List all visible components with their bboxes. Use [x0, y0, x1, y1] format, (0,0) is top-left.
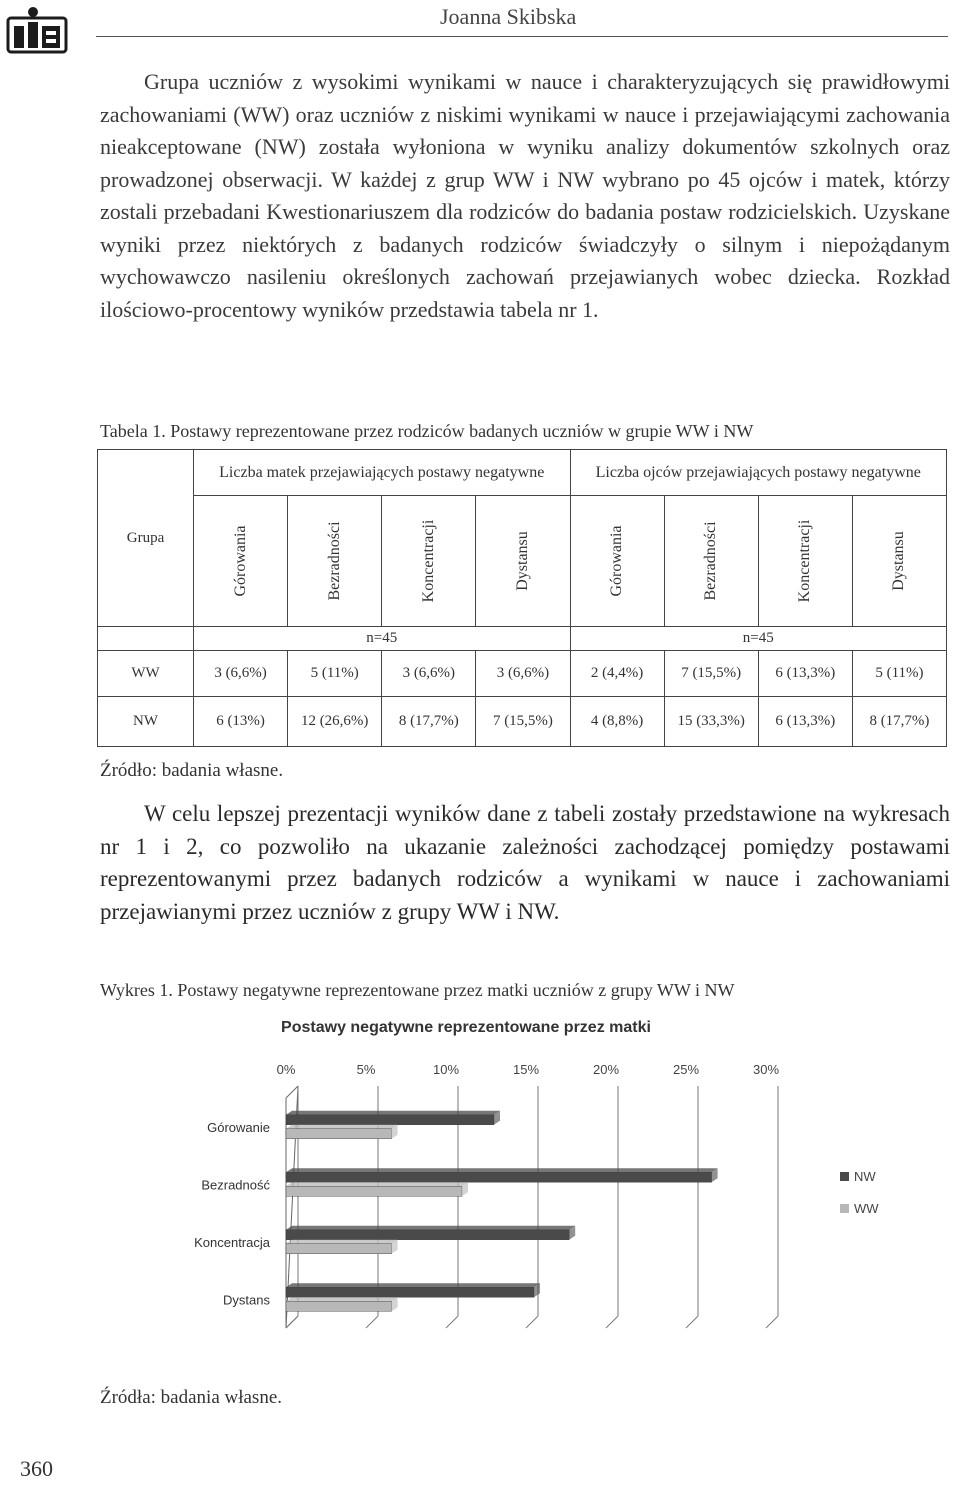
bar-top	[286, 1182, 468, 1186]
attitude-header: Dystansu	[852, 496, 946, 627]
grid-line	[766, 1316, 778, 1328]
bar	[286, 1230, 569, 1240]
results-table	[97, 449, 947, 747]
header-rule	[96, 36, 948, 37]
table-caption: Tabela 1. Postawy reprezentowane przez rodziców badanych uczniów w grupie WW i NW	[100, 421, 754, 441]
chart-caption: Wykres 1. Postawy negatywne reprezentowane przez matki uczniów z grupy WW i NW	[100, 980, 735, 1000]
bar-top	[286, 1226, 575, 1230]
attitude-header: Koncentracji	[758, 496, 852, 627]
x-tick-label: 10%	[432, 1062, 460, 1077]
table-cell: 4 (8,8%)	[570, 697, 664, 747]
x-tick-label: 25%	[672, 1062, 700, 1077]
category-label: Dystans	[223, 1292, 270, 1308]
attitude-header: Bezradności	[664, 496, 758, 627]
chart-source: Źródła: badania własne.	[100, 1387, 283, 1408]
table-cell: 6 (13%)	[194, 697, 288, 747]
bar	[286, 1172, 712, 1182]
body-paragraph-2: W celu lepszej prezentacji wyników dane z tabeli zostały przedstawione na wykresach nr 1 i 2, co pozwoliło na ukazanie zależności zachodzącej pomiędzy postawami reprezentowanymi przez badanych rodziców a wynikami w nauce i zachowaniami przejawianymi przez uczniów z grupy WW i NW.	[100, 801, 950, 924]
attitude-header: Górowania	[570, 496, 664, 627]
table-cell: 6 (13,3%)	[758, 651, 852, 697]
table-cell: 6 (13,3%)	[758, 697, 852, 747]
grid-line	[286, 1316, 298, 1328]
chart-title: Postawy negatywne reprezentowane przez matki	[281, 1019, 651, 1036]
grid-line	[446, 1316, 458, 1328]
bar	[286, 1115, 494, 1125]
chart-axis	[286, 1086, 298, 1098]
page-number: 360	[20, 1456, 53, 1481]
bar-chart	[150, 1008, 930, 1368]
legend-label: WW	[854, 1201, 879, 1216]
bar	[286, 1287, 534, 1297]
x-tick-label: 15%	[512, 1062, 540, 1077]
table-cell: 3 (6,6%)	[476, 651, 570, 697]
attitude-header: Górowania	[194, 496, 288, 627]
group-label: WW	[98, 651, 194, 697]
bar-top	[286, 1297, 398, 1301]
bar	[286, 1244, 392, 1254]
x-tick-label: 0%	[276, 1062, 296, 1077]
legend-swatch	[840, 1204, 849, 1213]
category-label: Górowanie	[207, 1119, 270, 1135]
table-cell: 8 (17,7%)	[382, 697, 476, 747]
table-cell: 15 (33,3%)	[664, 697, 758, 747]
mothers-header: Liczba matek przejawiających postawy negatywne	[194, 450, 571, 496]
category-label: Bezradność	[201, 1177, 270, 1193]
table-source: Źródło: badania własne.	[100, 760, 284, 781]
table-cell: 8 (17,7%)	[852, 697, 946, 747]
table-cell: 7 (15,5%)	[664, 651, 758, 697]
category-label: Koncentracja	[194, 1234, 270, 1250]
x-tick-label: 20%	[592, 1062, 620, 1077]
grid-line	[366, 1316, 378, 1328]
grid-line	[526, 1316, 538, 1328]
sample-size-fathers: n=45	[570, 627, 947, 651]
bar-top	[286, 1168, 718, 1172]
group-label: NW	[98, 697, 194, 747]
attitude-header: Dystansu	[476, 496, 570, 627]
grid-line	[606, 1316, 618, 1328]
bar-top	[286, 1111, 500, 1115]
bar	[286, 1301, 392, 1311]
publisher-logo	[6, 4, 68, 56]
table-cell: 5 (11%)	[288, 651, 382, 697]
group-header: Grupa	[98, 450, 194, 627]
attitude-header: Bezradności	[288, 496, 382, 627]
bar	[286, 1129, 392, 1139]
bar	[286, 1186, 462, 1196]
running-header-author: Joanna Skibska	[440, 4, 577, 29]
legend-swatch	[840, 1172, 849, 1181]
bar-top	[286, 1125, 398, 1129]
attitude-header: Koncentracji	[382, 496, 476, 627]
bar-top	[286, 1283, 540, 1287]
legend-label: NW	[854, 1169, 876, 1184]
blank-cell	[98, 627, 194, 651]
grid-line	[686, 1316, 698, 1328]
table-cell: 12 (26,6%)	[288, 697, 382, 747]
body-paragraph-1: Grupa uczniów z wysokimi wynikami w nauce i charakteryzujących się prawidłowymi zachowaniami (WW) oraz uczniów z niskimi wynikami w nauce i przejawiającymi zachowania nieakceptowane (NW) została wyłoniona w wyniku analizy dokumentów szkolnych oraz prowadzonej obserwacji. W każdej z grup WW i NW wybrano po 45 ojców i matek, którzy zostali przebadani Kwestionariuszem dla rodziców do badania postaw rodzicielskich. Uzyskane wyniki przez niektórych z badanych rodziców świadczyły o silnym i niepożądanym wychowawczo nasileniu określonych zachowań przejawianych wobec dziecka. Rozkład ilościowo-procentowy wyników przedstawia tabela nr 1.	[100, 69, 950, 322]
table-cell: 3 (6,6%)	[382, 651, 476, 697]
table-cell: 5 (11%)	[852, 651, 946, 697]
table-cell: 3 (6,6%)	[194, 651, 288, 697]
x-tick-label: 5%	[356, 1062, 376, 1077]
bar-top	[286, 1240, 398, 1244]
x-tick-label: 30%	[752, 1062, 780, 1077]
table-cell: 7 (15,5%)	[476, 697, 570, 747]
table-row	[98, 697, 947, 747]
fathers-header: Liczba ojców przejawiających postawy negatywne	[570, 450, 947, 496]
table-cell: 2 (4,4%)	[570, 651, 664, 697]
table-row	[98, 651, 947, 697]
sample-size-mothers: n=45	[194, 627, 571, 651]
